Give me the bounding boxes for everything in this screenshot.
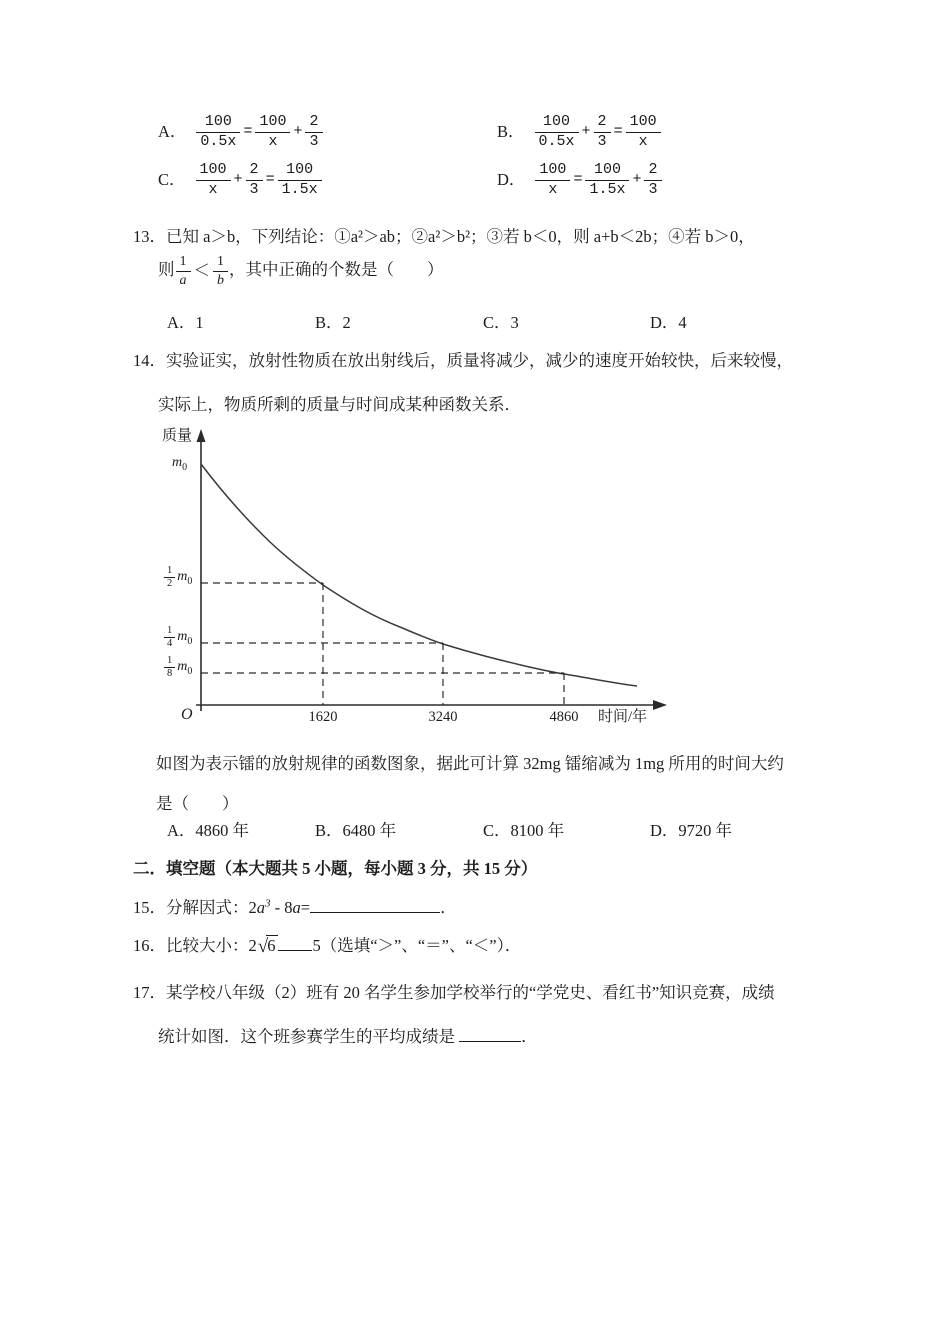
fraction [164, 565, 175, 590]
origin-label: O [181, 706, 193, 723]
q13-option-c: C．3 [483, 313, 519, 332]
fraction-numerator: 1 [164, 625, 175, 638]
q15-prefix: 分解因式： [166, 898, 249, 917]
fraction-numerator: 1 [176, 254, 191, 272]
q16-number: 16． [133, 936, 166, 955]
math-operator: = [265, 171, 275, 189]
exponent: 3 [265, 897, 271, 910]
comparison-operator: ＜ [193, 261, 210, 281]
fraction-denominator: 2 [167, 578, 173, 590]
m0-base: m [172, 455, 183, 470]
ytick-m0 [172, 454, 187, 473]
q17-number: 17． [133, 983, 166, 1002]
q15-period: ． [440, 898, 457, 917]
q17-period: ． [521, 1027, 538, 1046]
option-c-equation [195, 161, 323, 198]
ytick-eighth-m0 [164, 655, 192, 680]
y-axis-arrow-icon [197, 429, 206, 442]
fraction-numerator: 1 [164, 565, 175, 578]
q17-statement-2: 统计如图．这个班参赛学生的平均成绩是 [158, 1027, 460, 1046]
fraction-denominator: 3 [309, 132, 319, 150]
q16-rhs: 5 [312, 936, 321, 955]
fraction-denominator: x [638, 132, 648, 150]
q15-answer-blank [310, 895, 440, 913]
y-axis-title: 质量 [162, 428, 193, 444]
q14-text-line1 [133, 350, 793, 372]
fraction-denominator: 1.5x [281, 180, 318, 198]
fraction [255, 114, 290, 151]
math-operator: = [573, 171, 583, 189]
fraction-denominator: 8 [167, 668, 173, 680]
q12-option-b [497, 114, 662, 151]
option-d-equation [534, 161, 662, 198]
fraction-denominator: 3 [648, 180, 658, 198]
math-operator: = [613, 123, 623, 141]
option-c-label: C． [158, 170, 186, 190]
ytick-quarter-m0 [164, 625, 192, 650]
q16-prefix: 比较大小： [166, 936, 249, 955]
fraction-denominator: a [179, 272, 187, 288]
fraction [213, 254, 228, 288]
coefficient: 2 [248, 936, 257, 955]
q13-option-d: D．4 [650, 313, 687, 332]
math-operator: + [632, 171, 642, 189]
variable: a [256, 898, 265, 917]
math-operator: + [581, 123, 591, 141]
q16-expression [249, 936, 279, 955]
q15-expression [249, 898, 311, 917]
q13-option-a: A．1 [167, 313, 204, 332]
fraction-numerator: 100 [535, 114, 579, 133]
fraction [196, 162, 231, 199]
option-a-label: A． [158, 122, 187, 142]
q14-statement-1: 实验证实，放射性物质在放出射线后，质量将减少，减少的速度开始较快，后来较慢， [166, 351, 793, 370]
xtick-1620: 1620 [308, 709, 338, 725]
m0-base: m [177, 568, 188, 584]
fraction-denominator: x [268, 132, 278, 150]
q16-suffix: （选填“＞”、“＝”、“＜”）． [320, 936, 522, 955]
q14-option-b: B．6480 年 [315, 821, 397, 840]
m0-subscript: 0 [187, 635, 193, 647]
fraction [305, 114, 322, 151]
fraction [176, 254, 191, 288]
fraction [278, 162, 322, 199]
q14-option-c: C．8100 年 [483, 821, 565, 840]
q14-text-line2 [158, 394, 521, 416]
decay-curve [201, 464, 637, 686]
fraction [246, 162, 263, 199]
fraction [594, 114, 611, 151]
q13-line2-prefix: 则 [158, 259, 175, 279]
fraction [644, 162, 661, 199]
q16-answer-blank [278, 933, 312, 951]
fraction-denominator: 0.5x [538, 132, 575, 150]
fraction-denominator: b [217, 272, 224, 288]
q14-statement-2: 实际上，物质所剩的质量与时间成某种函数关系． [158, 395, 521, 414]
q17-text-line2 [158, 1024, 538, 1048]
xtick-4860: 4860 [549, 709, 579, 725]
q15-number: 15． [133, 898, 166, 917]
q13-option-b: B．2 [315, 313, 351, 332]
math-operator: = [243, 123, 253, 141]
fraction-numerator: 2 [246, 162, 263, 181]
q13-line2-suffix: ，其中正确的个数是（ ） [229, 259, 444, 279]
option-d-label: D． [497, 170, 526, 190]
q13-number: 13． [133, 227, 166, 246]
ytick-half-m0 [164, 565, 192, 590]
fraction-numerator: 100 [278, 162, 322, 181]
q12-option-a [158, 114, 324, 151]
decay-chart [160, 428, 700, 728]
radicand: 6 [266, 935, 278, 955]
fraction [626, 114, 661, 151]
q12-option-d [497, 162, 663, 199]
fraction-numerator: 2 [594, 114, 611, 133]
fraction [164, 655, 175, 680]
coefficient: 2 [248, 898, 257, 917]
fraction-numerator: 100 [196, 162, 231, 181]
q17-text-line1 [133, 982, 775, 1004]
equals-sign: = [300, 898, 311, 917]
fraction-denominator: 1.5x [589, 180, 626, 198]
fraction-denominator: 3 [597, 132, 607, 150]
fraction [164, 625, 175, 650]
q13-text-line2 [158, 254, 444, 288]
q14-option-d: D．9720 年 [650, 821, 733, 840]
fraction-numerator: 100 [535, 162, 570, 181]
q14-option-a: A．4860 年 [167, 821, 250, 840]
fraction-denominator: 0.5x [200, 132, 237, 150]
q14-caption-line2: 是（ ） [156, 794, 239, 813]
q16-text [133, 933, 521, 960]
m0-subscript: 0 [187, 665, 193, 677]
fraction [196, 114, 240, 151]
fraction-denominator: x [548, 180, 558, 198]
sqrt-icon: √ [257, 936, 269, 957]
m0-subscript: 0 [187, 575, 193, 587]
q14-caption-line1: 如图为表示镭的放射规律的函数图象，据此可计算 32mg 镭缩减为 1mg 所用的时间大约 [156, 754, 784, 773]
x-axis-title: 时间/年 [598, 709, 648, 725]
x-axis-arrow-icon [653, 700, 667, 710]
fraction-numerator: 2 [305, 114, 322, 133]
decay-chart-canvas [160, 428, 700, 728]
q15-text [133, 895, 457, 919]
section2-title: 二．填空题（本大题共 5 小题，每小题 3 分，共 15 分） [133, 859, 538, 878]
fraction [535, 114, 579, 151]
q13-text-line1 [133, 226, 755, 248]
fraction [535, 162, 570, 199]
math-operator: + [293, 123, 303, 141]
m0-base: m [177, 658, 188, 674]
fraction-numerator: 1 [164, 655, 175, 668]
m0-subscript: 0 [182, 461, 188, 473]
fraction [585, 162, 629, 199]
math-operator: + [233, 171, 243, 189]
xtick-3240: 3240 [428, 709, 458, 725]
option-b-label: B． [497, 122, 525, 142]
fraction-numerator: 100 [255, 114, 290, 133]
math-operator: - 8 [270, 898, 293, 917]
fraction-numerator: 100 [626, 114, 661, 133]
option-b-equation [534, 113, 662, 150]
variable: a [292, 898, 301, 917]
fraction-numerator: 1 [213, 254, 228, 272]
fraction-denominator: x [208, 180, 218, 198]
q13-statement: 已知 a＞b，下列结论：①a²＞ab；②a²＞b²；③若 b＜0，则 a+b＜2b；④若 b＞0， [166, 227, 755, 246]
q17-answer-blank [459, 1024, 521, 1042]
q17-statement-1: 某学校八年级（2）班有 20 名学生参加学校举行的“学党史、看红书”知识竞赛，成绩 [166, 983, 775, 1002]
q14-number: 14． [133, 351, 166, 370]
fraction-numerator: 100 [196, 114, 240, 133]
m0-base: m [177, 628, 188, 644]
fraction-denominator: 3 [249, 180, 259, 198]
fraction-numerator: 2 [644, 162, 661, 181]
option-a-equation [195, 113, 323, 150]
fraction-denominator: 4 [167, 638, 173, 650]
fraction-numerator: 100 [585, 162, 629, 181]
q12-option-c [158, 162, 323, 199]
